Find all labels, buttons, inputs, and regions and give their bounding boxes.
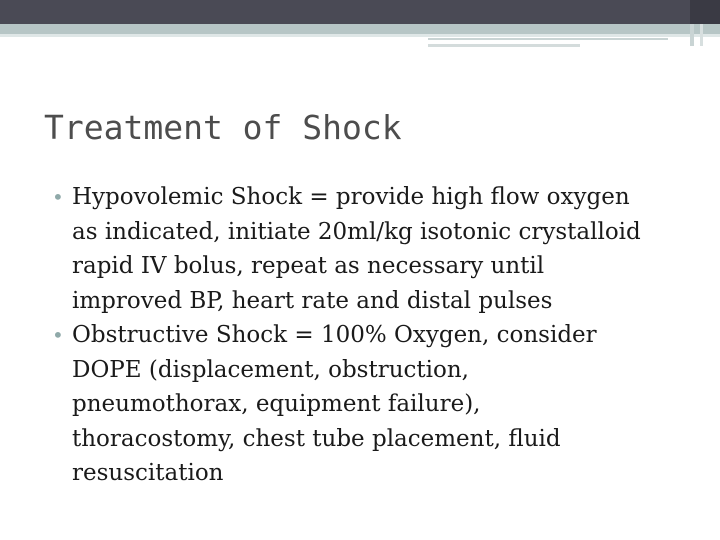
- bullet-line: Hypovolemic Shock = provide high flow oxygen: [72, 184, 630, 210]
- bullet-line: improved BP, heart rate and distal pulses: [72, 287, 553, 314]
- header-band: [0, 0, 720, 24]
- decorative-tick: [700, 24, 703, 46]
- decorative-line: [428, 38, 668, 40]
- decorative-tick: [690, 24, 694, 46]
- decorative-line: [428, 44, 580, 47]
- bullet-item: [52, 318, 702, 491]
- header-accent-light: [0, 34, 720, 37]
- bullet-line: as indicated, initiate 20ml/kg isotonic crystalloid: [72, 218, 641, 245]
- bullet-line: rapid IV bolus, repeat as necessary until: [72, 253, 545, 279]
- bullet-item: [52, 180, 702, 318]
- bullet-line: resuscitation: [72, 460, 224, 486]
- bullet-line: Obstructive Shock = 100% Oxygen, consider: [72, 322, 597, 348]
- bullet-line: DOPE (displacement, obstruction,: [72, 356, 469, 383]
- slide-title: Treatment of Shock: [44, 108, 402, 147]
- header-accent-band: [0, 24, 720, 34]
- header-band-dark-segment: [690, 0, 720, 24]
- bullet-icon: •: [52, 323, 64, 347]
- bullet-line: pneumothorax, equipment failure),: [72, 391, 481, 417]
- bullet-icon: •: [52, 185, 64, 209]
- bullet-list: [52, 180, 702, 491]
- bullet-line: thoracostomy, chest tube placement, fluid: [72, 425, 561, 452]
